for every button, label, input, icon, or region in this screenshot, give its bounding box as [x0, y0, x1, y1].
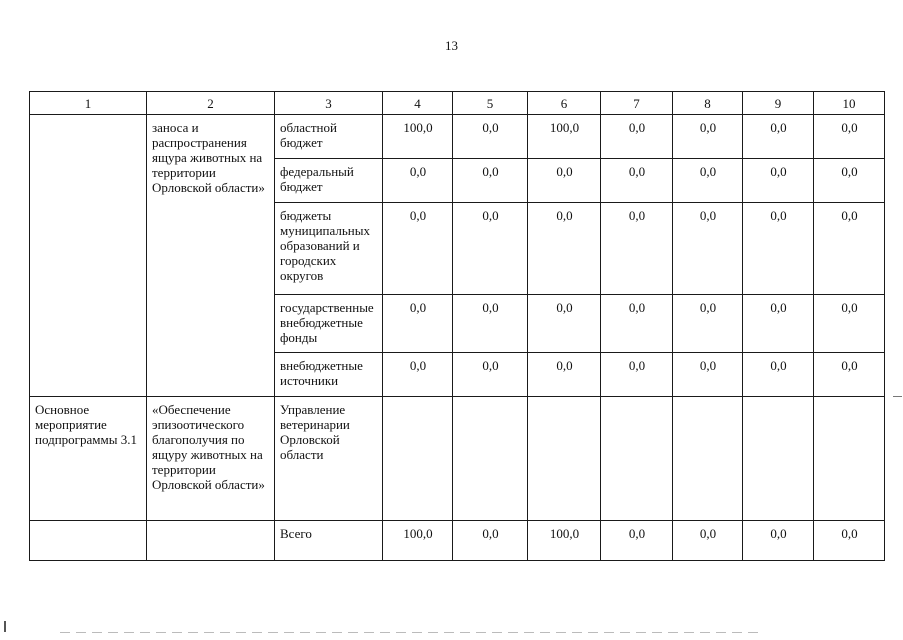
value-cell: 0,0 [453, 295, 528, 353]
value-cell: 0,0 [528, 353, 601, 397]
value-cell: 0,0 [601, 353, 673, 397]
total-value-cell: 0,0 [601, 521, 673, 561]
total-label-cell: Всего [275, 521, 383, 561]
total-row [30, 521, 885, 561]
table-row [30, 115, 885, 159]
scan-artifact-line [60, 632, 760, 633]
value-cell [453, 397, 528, 521]
value-cell: 0,0 [601, 159, 673, 203]
value-cell: 0,0 [528, 159, 601, 203]
value-cell: 0,0 [528, 203, 601, 295]
header-cell: 5 [453, 92, 528, 115]
value-cell: 0,0 [743, 295, 814, 353]
value-cell: 0,0 [814, 203, 885, 295]
budget-table [29, 91, 885, 561]
scan-artifact-mark [4, 621, 6, 632]
total-value-cell: 100,0 [383, 521, 453, 561]
group1-col1-cell [30, 115, 147, 397]
value-cell [528, 397, 601, 521]
group1-description-cell: заноса и распространения ящура животных на территории Орловской области» [147, 115, 275, 397]
header-cell: 4 [383, 92, 453, 115]
value-cell: 0,0 [601, 295, 673, 353]
value-cell: 0,0 [601, 115, 673, 159]
value-cell: 0,0 [673, 203, 743, 295]
responsible-executor-cell: Управление ветеринарии Орловской области [275, 397, 383, 521]
value-cell: 0,0 [673, 295, 743, 353]
value-cell: 0,0 [743, 115, 814, 159]
funding-source-cell: бюджеты муниципальных образований и городских округов [275, 203, 383, 295]
value-cell: 0,0 [673, 159, 743, 203]
value-cell [673, 397, 743, 521]
value-cell: 0,0 [743, 353, 814, 397]
header-cell: 3 [275, 92, 383, 115]
value-cell [383, 397, 453, 521]
total-value-cell: 100,0 [528, 521, 601, 561]
total-value-cell: 0,0 [453, 521, 528, 561]
total-col2-cell [147, 521, 275, 561]
header-cell: 10 [814, 92, 885, 115]
value-cell: 0,0 [383, 353, 453, 397]
value-cell: 0,0 [743, 159, 814, 203]
table-row [30, 397, 885, 521]
header-cell: 8 [673, 92, 743, 115]
header-cell: 6 [528, 92, 601, 115]
value-cell: 0,0 [673, 115, 743, 159]
value-cell: 0,0 [814, 159, 885, 203]
value-cell [601, 397, 673, 521]
activity-description-cell: «Обеспечение эпизоотического благополучия по ящуру животных на территории Орловской области» [147, 397, 275, 521]
value-cell: 0,0 [383, 295, 453, 353]
margin-dash-mark [893, 396, 902, 397]
funding-source-cell: государственные внебюджетные фонды [275, 295, 383, 353]
header-cell: 1 [30, 92, 147, 115]
value-cell: 0,0 [814, 295, 885, 353]
total-value-cell: 0,0 [814, 521, 885, 561]
value-cell: 0,0 [453, 353, 528, 397]
activity-label-cell: Основное мероприятие подпрограммы 3.1 [30, 397, 147, 521]
value-cell: 100,0 [383, 115, 453, 159]
value-cell: 0,0 [383, 159, 453, 203]
value-cell: 0,0 [601, 203, 673, 295]
value-cell: 100,0 [528, 115, 601, 159]
page-number: 13 [445, 38, 458, 53]
value-cell: 0,0 [743, 203, 814, 295]
header-row [30, 92, 885, 115]
total-col1-cell [30, 521, 147, 561]
value-cell: 0,0 [528, 295, 601, 353]
value-cell: 0,0 [383, 203, 453, 295]
value-cell: 0,0 [453, 203, 528, 295]
header-cell: 7 [601, 92, 673, 115]
value-cell: 0,0 [673, 353, 743, 397]
value-cell: 0,0 [453, 159, 528, 203]
header-cell: 2 [147, 92, 275, 115]
value-cell [743, 397, 814, 521]
total-value-cell: 0,0 [743, 521, 814, 561]
funding-source-cell: внебюджетные источники [275, 353, 383, 397]
header-cell: 9 [743, 92, 814, 115]
value-cell: 0,0 [814, 115, 885, 159]
total-value-cell: 0,0 [673, 521, 743, 561]
value-cell [814, 397, 885, 521]
value-cell: 0,0 [814, 353, 885, 397]
value-cell: 0,0 [453, 115, 528, 159]
funding-source-cell: областной бюджет [275, 115, 383, 159]
funding-source-cell: федеральный бюджет [275, 159, 383, 203]
